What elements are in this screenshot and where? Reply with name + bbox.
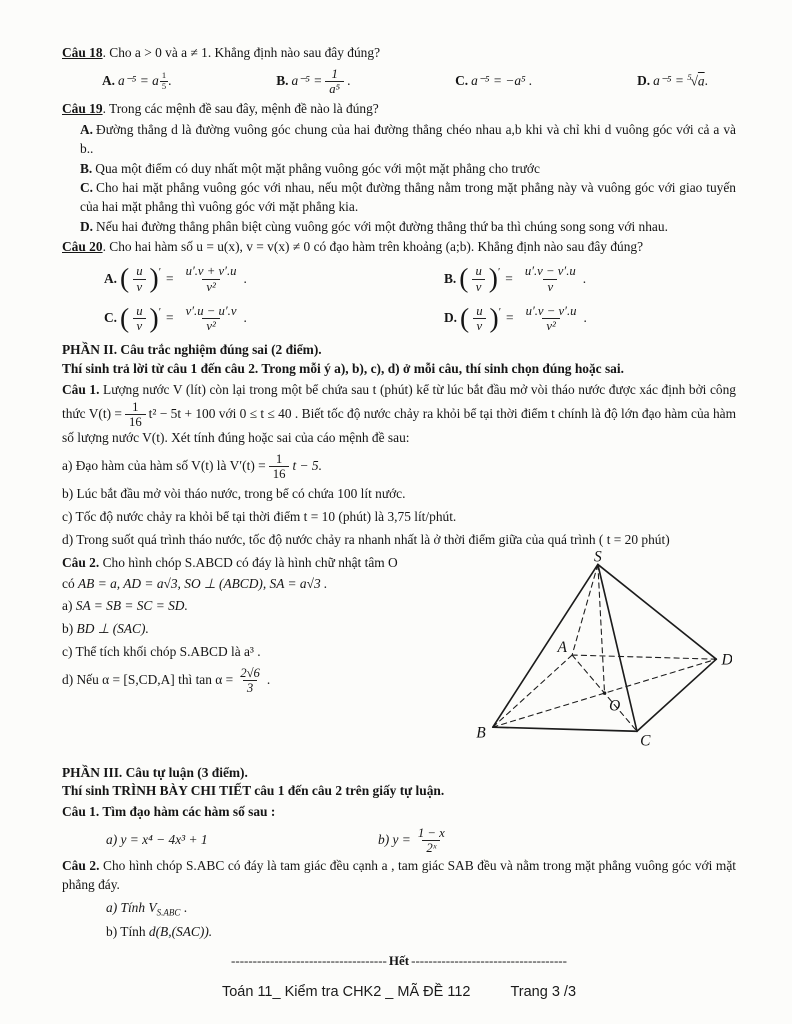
denominator: v [133,318,147,333]
numerator: 1 − x [417,825,445,840]
p2q1-item-c: c) Tốc độ nước chảy ra khỏi bể tại thời điểm t = 10 (phút) là 3,75 lít/phút. [62,509,457,525]
numerator: u′.v − v′.u [524,264,576,279]
equals: = [166,270,174,286]
edge-bc [493,727,637,731]
p2q1-item-d: d) Trong suốt quá trình tháo nước, tốc độ nước chảy ra nhanh nhất là ở thời điểm giữa của quá trình ( t = 20 phút) [62,531,670,547]
root-index: 5 [687,71,692,82]
numerator: u [476,303,483,318]
option-formula: a⁻⁵ = −a⁵ . [471,73,533,89]
option-letter: B. [80,160,93,176]
option-text: Đường thẳng d là đường vuông góc chung của hai đường thẳng chéo nhau a,b khi và chỉ khi d vuông góc với cả a và b.. [80,122,736,156]
option-tail: . [704,73,708,89]
p3q1-item-a: a) y = x⁴ − 4x³ + 1 [106,832,208,848]
vertex-label-c: C [640,732,651,750]
item-math: BD ⊥ (SAC). [76,621,149,637]
part2-header: PHẦN II. Câu trắc nghiệm đúng sai (2 điểm). [62,342,322,358]
numerator: 1 [331,66,338,81]
edge-sa-dashed [572,564,598,655]
left-paren: ( [459,263,469,294]
option-letter: C. [104,310,118,326]
subscript: S.ABC [156,907,181,918]
vertex-label-b: B [476,724,486,742]
p2q1-label: Câu 1. [62,381,100,397]
fraction [521,264,580,294]
p2q1-item-b: b) Lúc bắt đầu mở vòi tháo nước, trong bể có chứa 100 lít nước. [62,486,406,502]
p2q2-item-d [62,666,468,696]
q18-option-b [276,67,350,97]
edge-ad-dashed [572,655,716,659]
p3q1-item-b [378,826,452,856]
denominator: 5 [161,81,167,92]
q19-option-c [62,179,736,217]
option-text: Nếu hai đường thẳng phân biệt cùng vuông góc với một đường thẳng thứ ba thì chúng song song với nhau. [96,218,668,234]
part3-q2-stem [62,857,736,895]
prime: ′ [158,266,162,279]
option-letter: A. [80,122,94,138]
numerator: 1 [275,451,283,466]
q20-option-c [104,304,444,334]
fraction [236,666,264,696]
part3-q1-stem [62,803,736,822]
item-text: a) Tính V [106,899,157,915]
option-letter: D. [444,310,458,326]
question-20-stem [62,238,736,257]
fraction [125,400,146,430]
option-formula: a⁻⁵ = a [118,73,159,89]
option-formula: a⁻⁵ = [653,73,684,89]
equals: = [506,310,514,326]
denominator: v² [542,318,559,333]
q18-option-a [102,71,172,92]
fraction [472,304,486,334]
exponent-fraction [160,71,168,92]
lhs-derivative [120,264,161,294]
p3q1-text: Tìm đạo hàm các hàm số sau : [99,804,276,820]
p2q2-item-c: c) Thể tích khối chóp S.ABCD là a³ . [62,643,261,659]
q18-label: Câu 18 [62,45,103,60]
p2q1-item-a [62,452,736,482]
denominator: 16 [269,466,290,481]
option-letter: D. [80,218,94,234]
end-label: Hết [388,952,410,968]
denominator: a⁵ [325,81,344,96]
option-tail: . [243,270,247,286]
q18-text: . Cho a > 0 và a ≠ 1. Khẳng định nào sau đây đúng? [102,45,381,60]
item-math: d(B,(SAC)). [148,924,213,940]
part2-q1-stem [62,381,736,448]
numerator: u [475,264,482,279]
q20-text: . Cho hai hàm số u = u(x), v = v(x) ≠ 0 có đạo hàm trên khoảng (a;b). Khẳng định nào sau đây đúng? [102,238,644,254]
item-prefix: b) Tính [106,924,149,940]
p3q2-text: Cho hình chóp S.ABC có đáy là tam giác đều cạnh a , tam giác SAB đều và nằm trong mặt phẳng vuông góc với mặt phẳng đáy. [62,858,736,893]
denominator: v² [202,279,219,294]
lhs-derivative [120,304,161,334]
item-text: a) Đạo hàm của hàm số V(t) là V′(t) = [62,458,266,474]
page-footer [62,982,736,1002]
lhs-derivative [459,264,500,294]
q19-label: Câu 19 [62,101,103,117]
vertex-label-d: D [721,651,732,669]
fraction [325,67,344,97]
fraction [269,452,290,482]
fraction [132,304,146,334]
left-paren: ( [460,302,470,333]
numerator: v′.u − u′.v [185,303,237,318]
numerator: 1 [161,70,167,81]
root-body: a [697,73,705,89]
footer-page-number: Trang 3 /3 [510,984,577,1001]
fraction [182,304,241,334]
part2-subheader: Thí sinh trả lời từ câu 1 đến câu 2. Trong mỗi ý a), b), c), d) ở mỗi câu, thí sinh chọn đúng hoặc sai. [62,361,624,377]
q19-option-d [62,218,736,237]
part3-subheader: Thí sinh TRÌNH BÀY CHI TIẾT câu 1 đến câu 2 trên giấy tự luận. [62,783,445,799]
end-dashes-left: ------------------------------------ [231,952,387,968]
edge-cd [637,659,716,731]
right-paren: ) [149,263,159,294]
left-paren: ( [120,302,130,333]
denominator: v [133,279,147,294]
option-text: Cho hai mặt phẳng vuông góc với nhau, nếu một đường thẳng nằm trong mặt phẳng này và vuông góc với giao tuyến của hai mặt phẳng thì vuông góc với mặt phẳng kia. [80,180,736,215]
prime: ′ [158,305,162,318]
q20-label: Câu 20 [62,238,103,254]
q18-options [62,65,736,101]
option-tail: . [582,270,587,286]
p2q2-item-b [62,620,468,639]
pyramid-figure [474,550,732,756]
right-paren: ) [488,263,498,294]
q20-option-a [104,264,444,294]
p3q1-items [62,826,736,856]
p2q1-text-before: Lượng nước V (lít) còn lại trong một bể chứa sau t (phút) kể từ lúc bắt đầu mở vòi tháo nước được xác định bởi công thức V(t) = [62,381,736,421]
p3q2-item-a [106,899,736,919]
q20-option-b [444,264,736,294]
point-o-dot [603,691,607,695]
denominator: v² [202,318,219,333]
denominator: v [543,279,557,294]
part3-header: PHẦN III. Câu tự luận (3 điểm). [62,764,248,780]
option-letter: B. [276,73,289,89]
question-19-stem [62,100,736,119]
q18-option-d [637,72,708,91]
numerator: 1 [132,399,139,414]
prime: ′ [497,266,501,279]
p2q2-item-a [62,597,468,616]
option-formula: a⁻⁵ = [291,73,323,89]
vertex-label-a: A [557,638,567,656]
option-letter: A. [102,73,116,89]
end-line [62,952,736,970]
option-tail: . [168,73,172,89]
prime: ′ [498,305,502,318]
line-so-dashed [598,564,605,693]
option-tail: . [243,310,247,326]
numerator: u [136,264,143,279]
item-text: d) Nếu α = [S,CD,A] thì tan α = [62,671,234,687]
item-tail: . [266,671,271,687]
p2q1-text-after: t² − 5t + 100 với 0 ≤ t ≤ 40 . Biết tốc độ nước chảy ra khỏi bể tại thời điểm t chính là độ lớn đạo hàm của hàm số lượng nước V(t). Xét tính đúng hoặc sai của cáo mệnh đề sau: [62,405,736,446]
radical: $^5$√a [687,71,705,89]
fraction [414,826,449,856]
lhs-derivative [460,304,501,334]
p3q2-label: Câu 2. [62,858,100,874]
option-letter: D. [637,73,651,89]
option-letter: C. [455,73,469,89]
equals: = [166,310,174,326]
q18-option-c [455,72,532,91]
q19-option-b [62,160,736,179]
edge-sd [598,564,716,659]
vertex-label-s: S [593,549,602,566]
denominator: 3 [243,680,257,695]
question-18-stem [62,44,736,63]
q19-text: . Trong các mệnh đề sau đây, mệnh đề nào là đúng? [102,101,379,117]
p3q2-item-b [106,923,736,942]
numerator: u′.v − v′.u [525,303,577,318]
p3q1-label: Câu 1. [62,804,100,820]
numerator: u [136,303,143,318]
stem-text: Cho hình chóp S.ABCD có đáy là hình chữ nhật tâm O [99,554,398,570]
item-tail: . [180,899,188,915]
item-text: b) y = [378,832,411,848]
right-paren: ) [149,302,159,333]
p3q2-items [62,899,736,942]
center-label-o: O [609,697,621,715]
option-letter: A. [104,270,118,286]
pyramid-figure-container [474,550,736,762]
end-dashes-right: ------------------------------------ [411,952,567,968]
p2q2-stem-line2 [62,575,468,594]
denominator: 16 [125,414,146,429]
q19-option-a [62,121,736,159]
item-math: SA = SB = SC = SD. [75,598,188,614]
fraction [471,264,485,294]
option-letter: B. [444,270,457,286]
numerator: u′.v + v′.u [185,264,237,279]
denominator: 2ˣ [422,840,440,855]
numerator: 2√6 [240,665,260,680]
edge-sb [493,564,598,727]
q20-option-d [444,304,736,334]
option-text: Qua một điểm có duy nhất một mặt phẳng vuông góc với một mặt phẳng cho trước [95,160,540,176]
fraction [132,264,146,294]
stem-pre: có [62,575,78,591]
option-letter: C. [80,180,94,196]
item-prefix: b) [62,621,77,637]
left-paren: ( [120,263,130,294]
stem-math: AB = a, AD = a√3, SO ⊥ (ABCD), SA = a√3 . [78,575,328,591]
option-tail: . [347,73,351,89]
p2q2-label: Câu 2. [62,554,100,570]
fraction [522,304,581,334]
denominator: v [473,318,487,333]
fraction [182,264,241,294]
option-tail: . [583,310,587,326]
q20-options [62,258,736,339]
denominator: v [472,279,486,294]
item-prefix: a) [62,598,76,614]
right-paren: ) [489,302,499,333]
footer-title: Toán 11_ Kiểm tra CHK2 _ MÃ ĐỀ 112 [221,984,471,1001]
part2-question-2 [62,549,736,762]
p2q2-text-column [62,554,474,762]
p2q2-stem-line1 [62,554,468,573]
item-text-after: t − 5. [292,458,322,474]
equals: = [505,270,513,286]
